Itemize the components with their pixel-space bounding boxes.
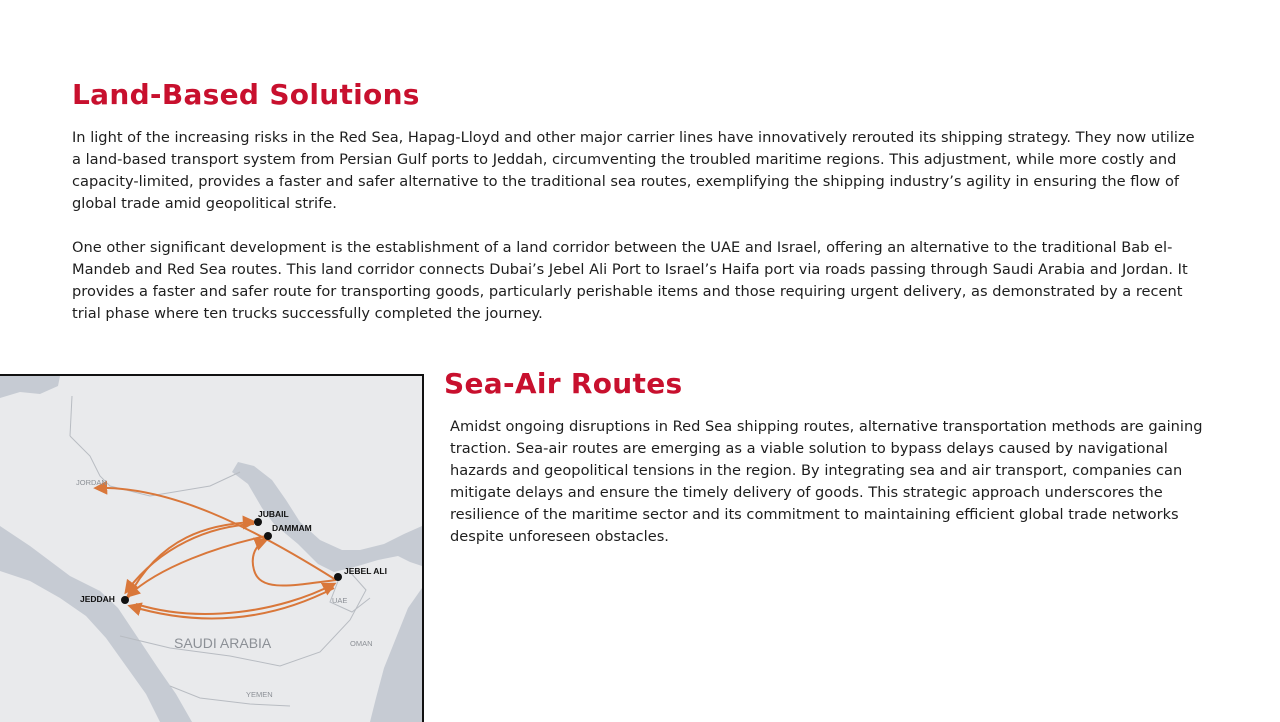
uae-label: UAE: [332, 596, 348, 605]
saudi-arabia-label: SAUDI ARABIA: [174, 635, 272, 651]
land-paragraph-1: In light of the increasing risks in the Red Sea, Hapag-Lloyd and other major carrier lines have innovatively rerouted its shipping strategy. They now utilize a land-based transport system from Persian Gulf ports to Jeddah, circumventing the troubled maritime regions. This adjustment, while more costly and capacity-limited, provides a faster and safer alternative to the traditional sea routes, exemplifying the shipping industry’s agility in ensuring the flow of global trade amid geopolitical strife.: [72, 129, 1195, 212]
yemen-label: YEMEN: [246, 690, 273, 699]
jeddah-label: JEDDAH: [80, 594, 115, 604]
sea-air-routes-title: Sea-Air Routes: [444, 367, 683, 400]
jebel-ali-label: JEBEL ALI: [344, 566, 387, 576]
route-map: [0, 374, 424, 722]
jebel-ali-port-marker: [334, 573, 342, 581]
dammam-port-marker: [264, 532, 272, 540]
land-background: [0, 376, 422, 722]
jeddah-port-marker: [121, 596, 129, 604]
sea-air-paragraph: Amidst ongoing disruptions in Red Sea shipping routes, alternative transportation methods are gaining traction. Sea-air routes are emerging as a viable solution to bypass delays caused by navigational hazards and geopolitical tensions in the region. By integrating sea and air transport, companies can mitigate delays and ensure the timely delivery of goods. This strategic approach underscores the resilience of the maritime sector and its commitment to maintaining efficient global trade networks despite unforeseen obstacles.: [450, 418, 1203, 545]
jubail-label: JUBAIL: [258, 509, 289, 519]
jubail-port-marker: [254, 518, 262, 526]
land-paragraph-2: One other significant development is the establishment of a land corridor between the UAE and Israel, offering an alternative to the traditional Bab el-Mandeb and Red Sea routes. This land corridor connects Dubai’s Jebel Ali Port to Israel’s Haifa port via roads passing through Saudi Arabia and Jordan. It provides a faster and safer route for transporting goods, particularly perishable items and those requiring urgent delivery, as demonstrated by a recent trial phase where ten trucks successfully completed the journey.: [72, 239, 1188, 322]
oman-label: OMAN: [350, 639, 373, 648]
jordan-label: JORDAN: [76, 478, 107, 487]
dammam-label: DAMMAM: [272, 523, 312, 533]
land-based-solutions-title: Land-Based Solutions: [72, 78, 420, 111]
